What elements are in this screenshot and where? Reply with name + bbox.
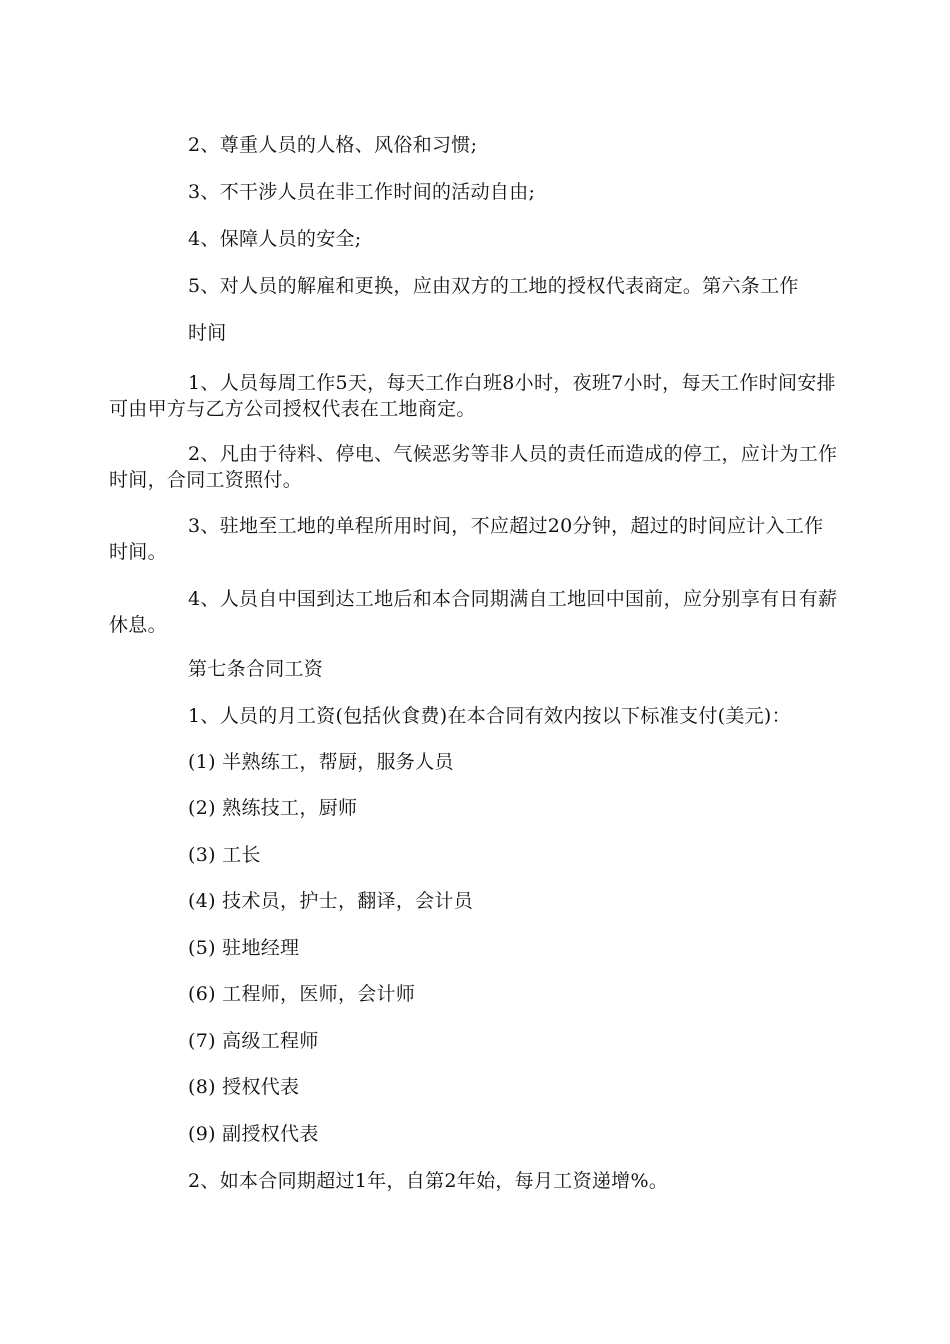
article-7-heading: 第七条合同工资: [188, 658, 324, 680]
wage-item: (9) 副授权代表: [188, 1123, 319, 1145]
clause-safety: 4、保障人员的安全;: [188, 228, 362, 250]
wage-item: (6) 工程师，医师，会计师: [188, 983, 416, 1005]
work-hours-clause-2: 2、凡由于待料、停电、气候恶劣等非人员的责任而造成的停工，应计为工作时间，合同工资照付。: [109, 443, 838, 491]
work-hours-clause-3: 3、驻地至工地的单程所用时间，不应超过20分钟，超过的时间应计入工作时间。: [109, 515, 824, 563]
wage-increase-clause: 2、如本合同期超过1年，自第2年始，每月工资递增%。: [188, 1170, 669, 1192]
clause-free-time: 3、不干涉人员在非工作时间的活动自由;: [188, 181, 536, 203]
clause-respect-customs: 2、尊重人员的人格、风俗和习惯;: [188, 134, 478, 156]
work-hours-clause-1: 1、人员每周工作5天，每天工作白班8小时，夜班7小时，每天工作时间安排可由甲方与乙方公司授权代表在工地商定。: [109, 372, 836, 420]
clause-dismissal: 5、对人员的解雇和更换，应由双方的工地的授权代表商定。第六条工作: [188, 275, 799, 297]
wage-item: (5) 驻地经理: [188, 937, 300, 959]
wage-item: (4) 技术员，护士，翻译，会计员: [188, 890, 474, 912]
wage-item: (8) 授权代表: [188, 1076, 300, 1098]
wage-item: (3) 工长: [188, 844, 261, 866]
work-hours-clause-4: 4、人员自中国到达工地后和本合同期满自工地回中国前，应分别享有日有薪休息。: [109, 588, 838, 636]
wage-intro: 1、人员的月工资(包括伙食费)在本合同有效内按以下标准支付(美元)：: [188, 705, 791, 727]
wage-item: (2) 熟练技工，厨师: [188, 797, 358, 819]
clause-dismissal-continued: 时间: [188, 322, 227, 344]
wage-item: (1) 半熟练工，帮厨，服务人员: [188, 751, 454, 773]
wage-item: (7) 高级工程师: [188, 1030, 319, 1052]
